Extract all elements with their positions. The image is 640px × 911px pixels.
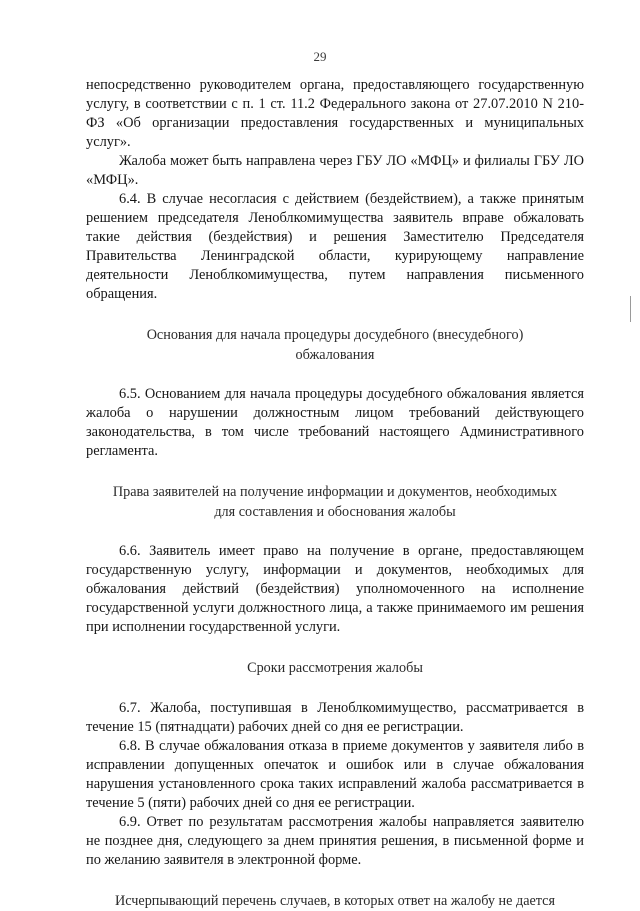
document-body [86, 76, 584, 911]
section-heading-no-answer: Исчерпывающий перечень случаев, в которых ответ на жалобу не дается [86, 892, 584, 911]
section-spacer [86, 637, 584, 659]
section-spacer [86, 870, 584, 892]
scan-margin-mark [630, 296, 631, 322]
paragraph-continuation: непосредственно руководителем органа, предоставляющего государственную услугу, в соответствии с п. 1 ст. 11.2 Федерального закона от 27.07.2010 N 210-ФЗ «Об организации предоставления государственных и муниципальных услуг». [86, 76, 584, 152]
paragraph-6-4: 6.4. В случае несогласия с действием (бездействием), а также принятым решением председателя Леноблкомимущества заявитель вправе обжаловать такие действия (бездействия) и решения Заместителю Председателя Правительства Ленинградской области, курирующему направление деятельности Леноблкомимущества, путем направления письменного обращения. [86, 190, 584, 304]
section-heading-deadlines: Сроки рассмотрения жалобы [86, 659, 584, 679]
paragraph-6-7: 6.7. Жалоба, поступившая в Леноблкомимущество, рассматривается в течение 15 (пятнадцати) рабочих дней со дня ее регистрации. [86, 699, 584, 737]
section-spacer [86, 522, 584, 542]
paragraph-6-6: 6.6. Заявитель имеет право на получение в органе, предоставляющем государственную услугу, информации и документов, необходимых для обжалования действий (бездействия) уполномоченного на исполнение государственной услуги должностного лица, а также принимаемого им решения при исполнении государственной услуги. [86, 542, 584, 637]
section-heading-rights: Права заявителей на получение информации и документов, необходимых для составления и обоснования жалобы [86, 483, 584, 522]
paragraph-6-9: 6.9. Ответ по результатам рассмотрения жалобы направляется заявителю не позднее дня, следующего за днем принятия решения, в письменной форме и по желанию заявителя в электронной форме. [86, 813, 584, 870]
page-number: 29 [0, 49, 640, 65]
paragraph-mfc: Жалоба может быть направлена через ГБУ ЛО «МФЦ» и филиалы ГБУ ЛО «МФЦ». [86, 152, 584, 190]
paragraph-6-8: 6.8. В случае обжалования отказа в приеме документов у заявителя либо в исправлении допущенных опечаток и ошибок или в случае обжалования нарушения установленного срока таких исправлений жалоба рассматривается в течение 5 (пяти) рабочих дней со дня ее регистрации. [86, 737, 584, 813]
section-spacer [86, 365, 584, 385]
section-spacer [86, 679, 584, 699]
section-heading-grounds: Основания для начала процедуры досудебного (внесудебного) обжалования [86, 326, 584, 365]
section-spacer [86, 461, 584, 483]
section-spacer [86, 304, 584, 326]
paragraph-6-5: 6.5. Основанием для начала процедуры досудебного обжалования является жалоба о нарушении должностным лицом требований действующего законодательства, в том числе требований настоящего Административного регламента. [86, 385, 584, 461]
